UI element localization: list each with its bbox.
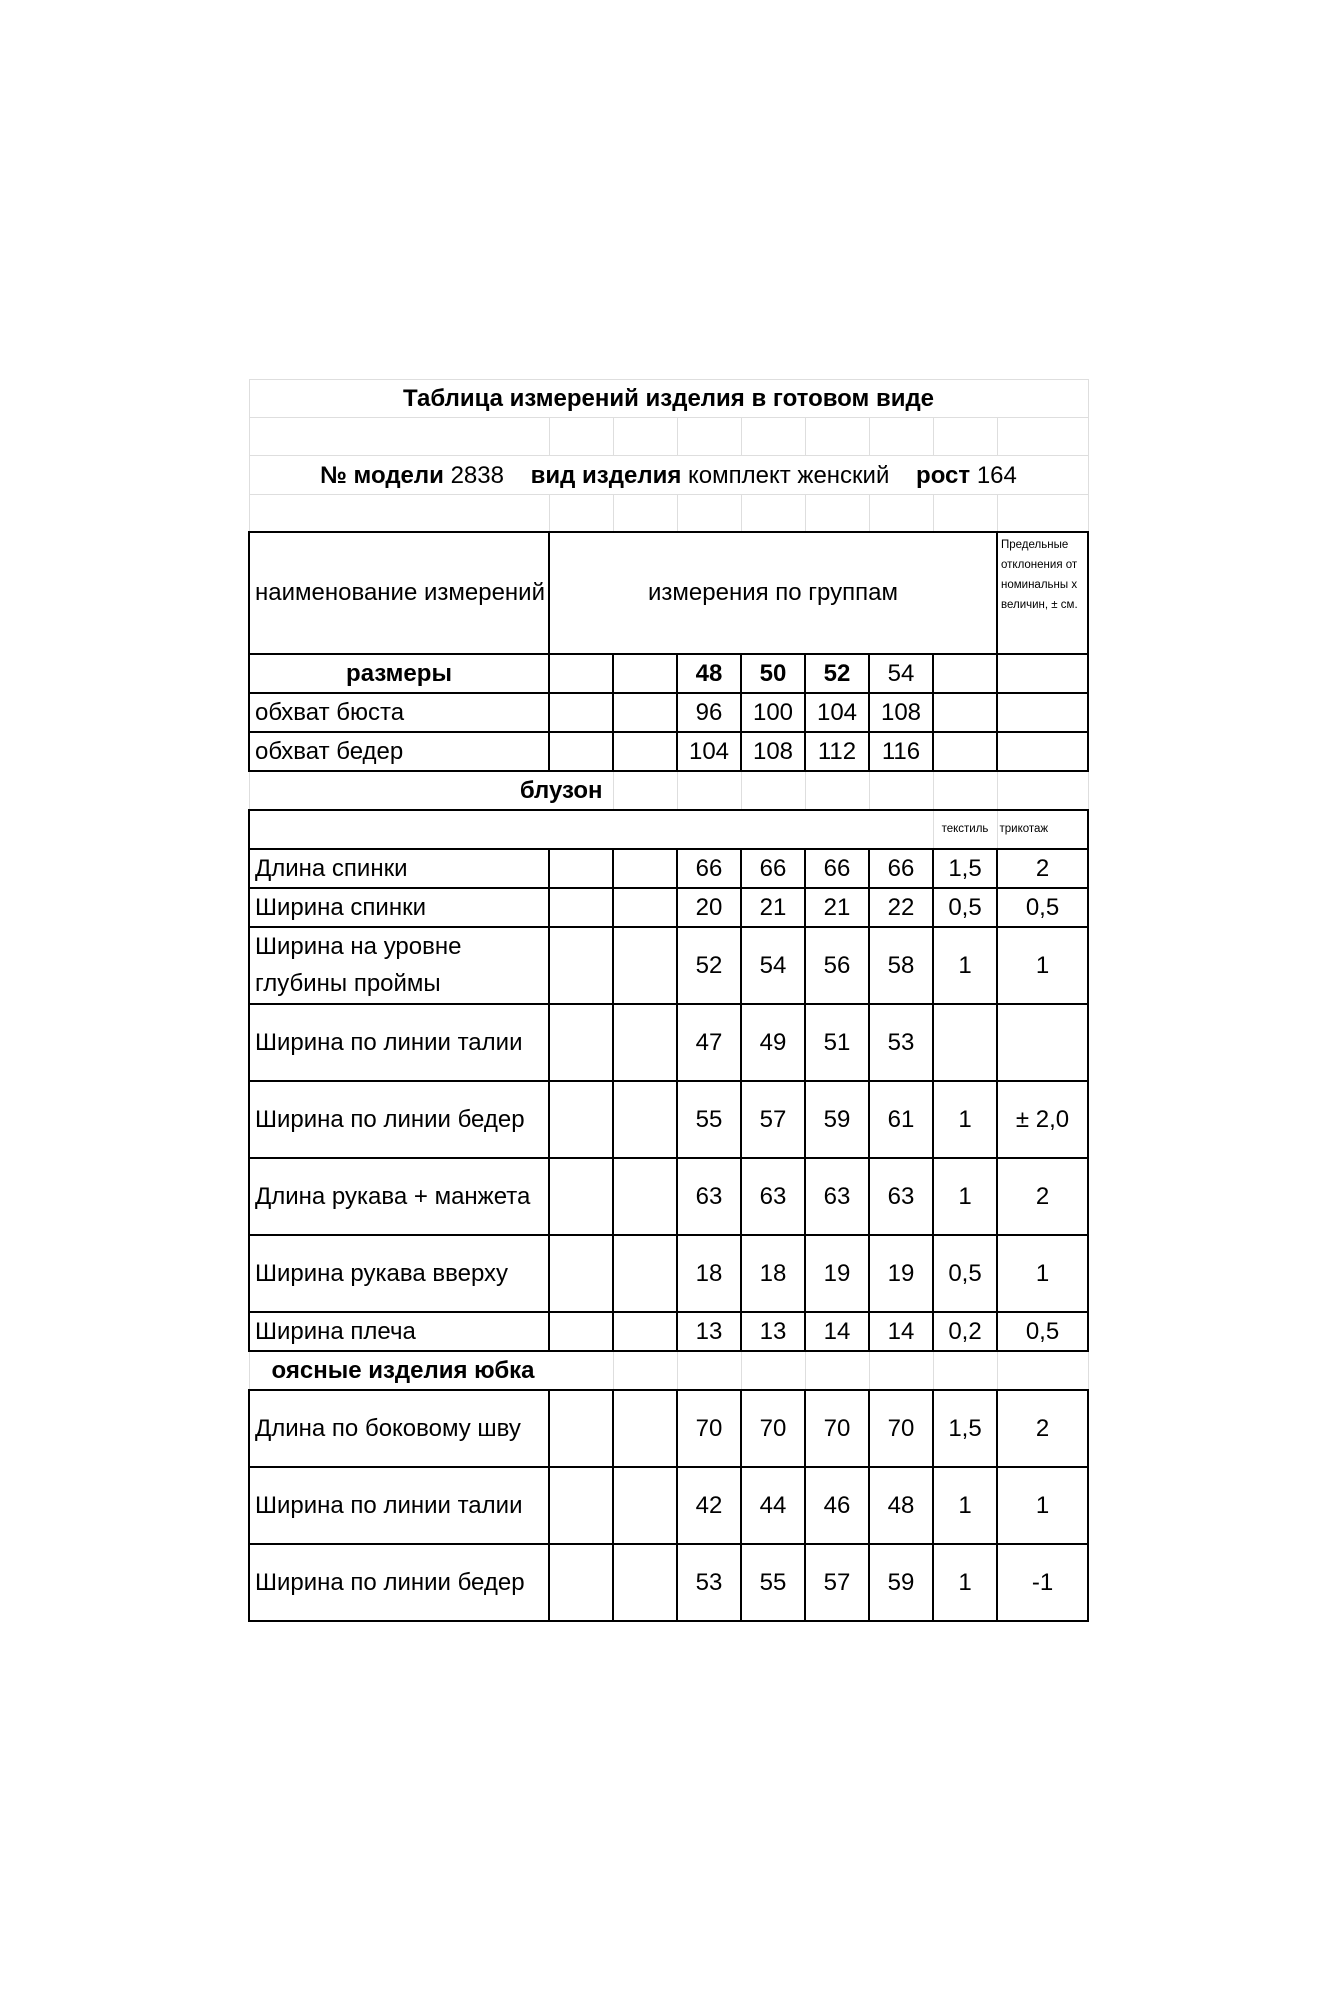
tolerance-header-row: [249, 810, 1088, 849]
table-row: Длина спинки 66 66 66 66 1,5 2: [249, 849, 1088, 888]
section-title-blouson: блузон: [249, 771, 613, 810]
table-row: обхват бюста 96 100 104 108: [249, 693, 1088, 732]
table-row: Ширина спинки 20 21 21 22 0,5 0,5: [249, 888, 1088, 927]
measurement-table: [248, 379, 1089, 1622]
table-row: Ширина по линии талии 47 49 51 53: [249, 1004, 1088, 1081]
table-row: Ширина на уровне глубины проймы 52 54 56 58 1 1: [249, 927, 1088, 1004]
height-label: рост: [916, 461, 971, 489]
spacer-row: [249, 495, 1088, 532]
table-row: обхват бедер 104 108 112 116: [249, 732, 1088, 771]
table-row: Ширина по линии бедер 53 55 57 59 1 -1: [249, 1544, 1088, 1621]
model-value: 2838: [450, 461, 504, 489]
section-title-row: [249, 1351, 1088, 1390]
size-50: 50: [741, 654, 805, 693]
section-title-skirt: оясные изделия юбка: [249, 1351, 613, 1390]
section-title-row: [249, 771, 1088, 810]
table-row: Ширина рукава вверху 18 18 19 19 0,5 1: [249, 1235, 1088, 1312]
table-row: Ширина по линии талии 42 44 46 48 1 1: [249, 1467, 1088, 1544]
measurement-sheet: [248, 379, 1089, 1622]
table-row: Длина по боковому шву 70 70 70 70 1,5 2: [249, 1390, 1088, 1467]
height-value: 164: [976, 461, 1017, 489]
table-row: Ширина по линии бедер 55 57 59 61 1 ± 2,0: [249, 1081, 1088, 1158]
sizes-label: размеры: [249, 654, 549, 693]
header-name-cell: наименование измерений: [249, 532, 549, 654]
model-line: [249, 456, 1088, 495]
sizes-row: [249, 654, 1088, 693]
model-label: № модели: [320, 461, 444, 489]
type-label: вид изделия: [530, 461, 682, 489]
sheet-title: Таблица измерений изделия в готовом виде: [249, 380, 1088, 418]
table-row: Ширина плеча 13 13 14 14 0,2 0,5: [249, 1312, 1088, 1351]
tolerance-knit: трикотаж: [997, 810, 1088, 849]
size-52: 52: [805, 654, 869, 693]
spacer-row: [249, 418, 1088, 456]
header-groups-cell: измерения по группам: [549, 532, 997, 654]
size-54: 54: [869, 654, 933, 693]
table-row: Длина рукава + манжета 63 63 63 63 1 2: [249, 1158, 1088, 1235]
size-48: 48: [677, 654, 741, 693]
type-value: комплект женский: [688, 461, 890, 489]
tolerance-textile: текстиль: [933, 810, 997, 849]
header-tolerance-cell: Предельные отклонения от номинальны х величин, ± см.: [997, 532, 1088, 654]
